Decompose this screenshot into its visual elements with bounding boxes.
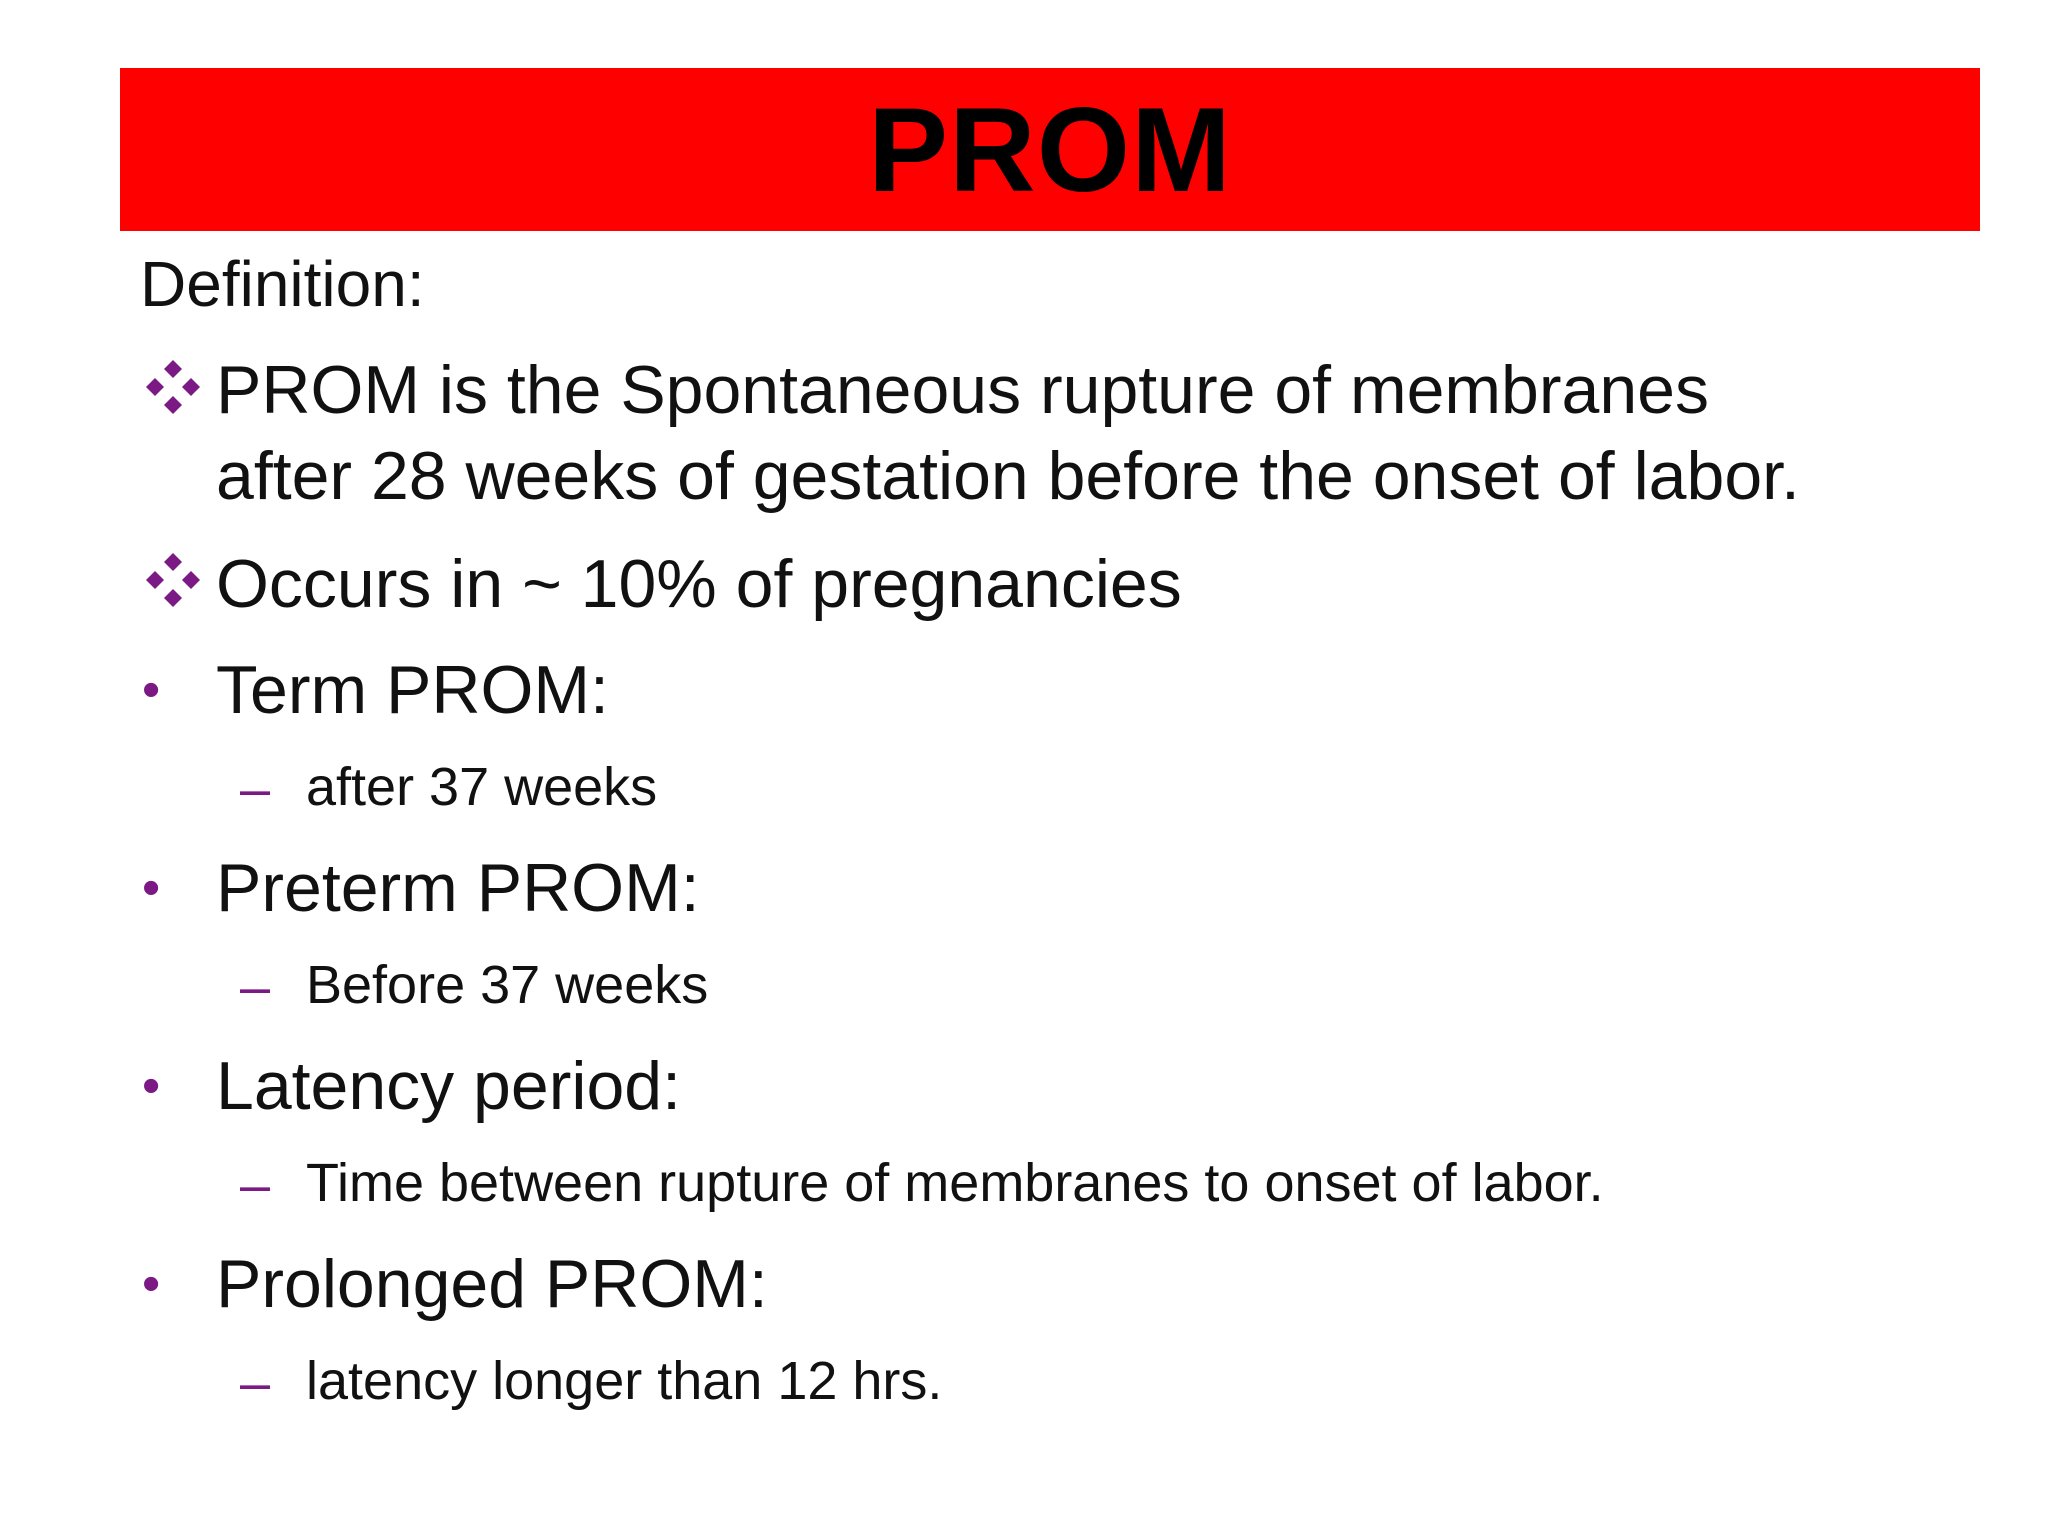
bullet-icon: • [142,859,161,917]
point-1-line-1: PROM is the Spontaneous rupture of membranes [216,352,1709,428]
item-1-detail: after 37 weeks [306,757,658,817]
bullet-icon: • [142,661,161,719]
item-4-detail: latency longer than 12 hrs. [306,1351,943,1411]
bullet-icon: • [142,1255,161,1313]
diamond-bullet-icon [144,358,202,416]
point-2-line-1: Occurs in ~ 10% of pregnancies [216,546,1182,622]
item-4-label: Prolonged PROM: [216,1246,768,1322]
dash-icon: – [240,957,271,1017]
dash-icon: – [240,759,271,819]
title-bar [120,68,1980,231]
item-2-detail: Before 37 weeks [306,955,709,1015]
definition-label: Definition: [140,248,425,320]
bullet-icon: • [142,1057,161,1115]
item-2-label: Preterm PROM: [216,850,700,926]
point-1-line-2: after 28 weeks of gestation before the onset of labor. [216,438,1800,514]
item-3-detail: Time between rupture of membranes to onset of labor. [306,1153,1604,1213]
item-3-label: Latency period: [216,1048,681,1124]
dash-icon: – [240,1155,271,1215]
slide-title: PROM [868,82,1232,217]
item-1-label: Term PROM: [216,652,609,728]
diamond-bullet-icon [144,551,202,609]
dash-icon: – [240,1353,271,1413]
